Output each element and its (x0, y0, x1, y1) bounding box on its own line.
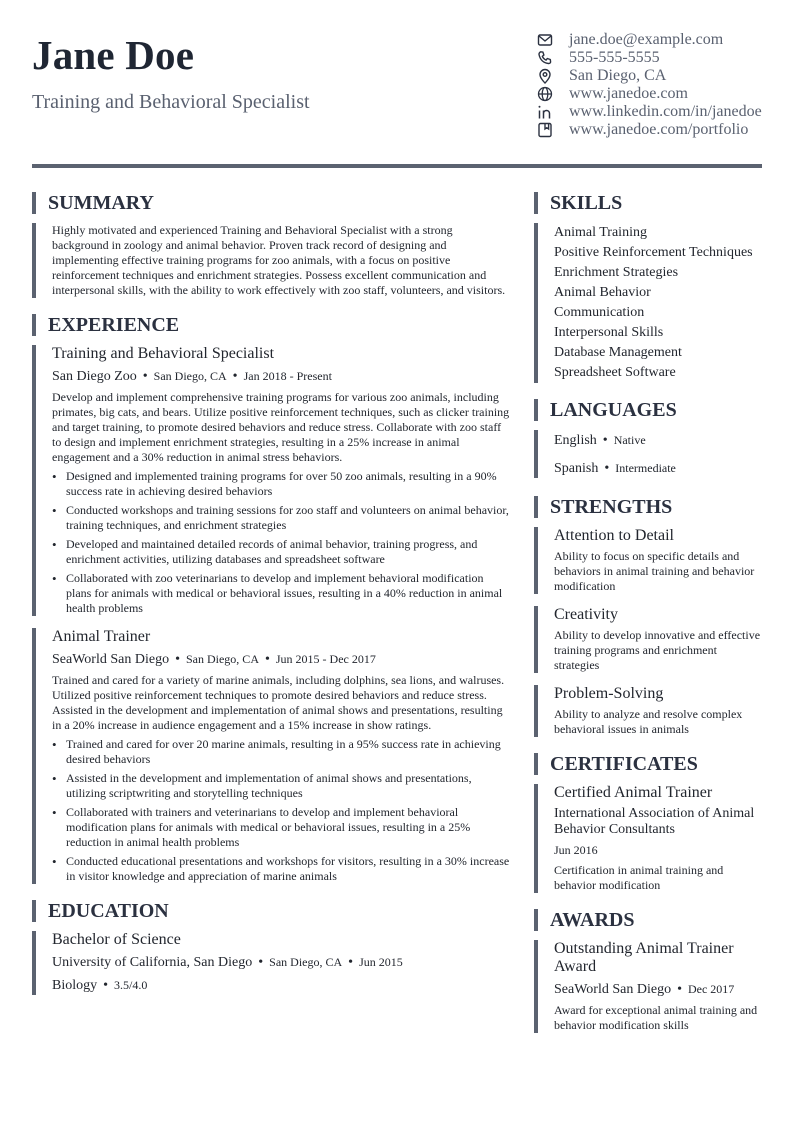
certificate-date: Jun 2016 (554, 843, 598, 857)
language-row: Spanish • Intermediate (554, 461, 676, 476)
section-title-experience: EXPERIENCE (32, 314, 510, 336)
contact-website-text[interactable]: www.janedoe.com (569, 85, 688, 102)
skill-item: Animal Training (554, 225, 647, 240)
contact-location (537, 67, 762, 85)
award-entry (534, 940, 762, 1033)
skill-item: Communication (554, 305, 645, 320)
summary-text: Highly motivated and experienced Training and Behavioral Specialist with a strong background in zoology and animal behavior. Proven track record of designing and implementing effective training programs for zoo animals, with a focus on positive reinforcement techniques and enrichment strategies. Possess excellent communication and interpersonal skills, with the ability to work effectively with zoo staff, volunteers, and visitors. (52, 223, 506, 297)
language-level: Native (613, 433, 646, 447)
job-bullet: • Designed and implemented training programs for over 50 zoo animals, resulting in a 90% success rate in achieving desired behaviors (52, 469, 510, 499)
section-title-skills: SKILLS (534, 192, 762, 214)
section-title-education: EDUCATION (32, 900, 510, 922)
contact-phone[interactable] (537, 49, 762, 67)
right-column (534, 192, 762, 1033)
job-bullet: • Conducted workshops and training sessions for zoo staff and volunteers on animal behavior, training techniques, and enrichment strategies (52, 503, 510, 533)
contact-phone-text[interactable]: 555-555-5555 (569, 49, 660, 66)
linkedin-icon (537, 104, 553, 120)
phone-icon (537, 50, 553, 66)
skill-item: Database Management (554, 345, 682, 360)
experience-entry (32, 628, 510, 884)
contact-linkedin-text[interactable]: www.linkedin.com/in/janedoe (569, 103, 762, 120)
skill-item: Animal Behavior (554, 285, 651, 300)
contact-linkedin[interactable] (537, 103, 762, 121)
job-company: SeaWorld San Diego (52, 652, 170, 667)
header-divider (32, 164, 762, 168)
skill-item: Interpersonal Skills (554, 325, 664, 340)
job-bullet: • Collaborated with zoo veterinarians to develop and implement behavioral modification plans for animals with medical or behavioral issues, resulting in a 40% reduction in animal health problems (52, 571, 510, 616)
resume-header (32, 30, 762, 150)
language-name: Spanish (554, 461, 599, 476)
mail-icon (537, 32, 553, 48)
job-company: San Diego Zoo (52, 369, 137, 384)
certificate-description: Certification in animal training and behavior modification (554, 863, 724, 892)
education-field-row: Biology • 3.5/4.0 (52, 978, 148, 993)
job-title: Training and Behavioral Specialist (52, 345, 275, 362)
summary-block (32, 223, 510, 298)
job-dates: Jan 2018 - Present (243, 369, 332, 383)
job-meta: SeaWorld San Diego • San Diego, CA • Jun 2015 - Dec 2017 (52, 652, 376, 667)
field-of-study: Biology (52, 978, 98, 993)
skill-item: Enrichment Strategies (554, 265, 679, 280)
job-description: Develop and implement comprehensive training programs for various zoo animals, including primates, big cats, and bears. Utilize positive reinforcement techniques, such as clicker training and target training, to promote desired behaviors and reduce stress. Collaborate with zoo staff to design and implement enrichment strategies, resulting in a 25% increase in animal engagement and a 30% reduction in animal stress behaviors. (52, 390, 510, 464)
contact-location-text: San Diego, CA (569, 67, 667, 84)
job-title: Animal Trainer (52, 628, 151, 645)
job-bullet: • Developed and maintained detailed records of animal behavior, training progress, and enrichment activities, utilizing databases and spreadsheet software (52, 537, 510, 567)
experience-entry (32, 345, 510, 616)
contact-email[interactable] (537, 31, 762, 49)
section-title-strengths: STRENGTHS (534, 496, 762, 518)
skills-block (534, 223, 762, 383)
graduation-date: Jun 2015 (359, 955, 403, 969)
language-row: English • Native (554, 433, 646, 448)
job-bullets (52, 737, 510, 884)
strength-item (534, 685, 762, 737)
school-location: San Diego, CA (269, 955, 343, 969)
candidate-name: Jane Doe (32, 32, 195, 78)
job-bullet: • Collaborated with trainers and veterinarians to develop and implement behavioral modification plans for animals with medical or behavioral issues, resulting in a 25% reduction in animal health problems (52, 805, 510, 850)
contact-list (537, 31, 762, 139)
strength-description: Ability to analyze and resolve complex behavioral issues in animals (554, 707, 743, 736)
strength-description: Ability to focus on specific details and behaviors in animal training and behavior modification (554, 549, 755, 593)
language-name: English (554, 433, 597, 448)
award-description: Award for exceptional animal training and behavior modification skills (554, 1003, 758, 1032)
award-issuer: SeaWorld San Diego (554, 982, 672, 997)
skill-item: Positive Reinforcement Techniques (554, 245, 753, 260)
education-meta: University of California, San Diego • San Diego, CA • Jun 2015 (52, 955, 403, 970)
certificate-issuer: International Association of Animal Behavior Consultants (554, 806, 755, 837)
strength-title: Problem-Solving (554, 685, 664, 702)
candidate-title: Training and Behavioral Specialist (32, 91, 310, 113)
certificate-entry (534, 784, 762, 893)
contact-email-text[interactable]: jane.doe@example.com (569, 31, 724, 48)
job-bullets (52, 469, 510, 616)
job-description: Trained and cared for a variety of marine animals, including dolphins, sea lions, and walruses. Utilized positive reinforcement techniques to promote desired behaviors and reduce stress. Assisted in the development and implementation of animal shows and presentations, resulting in a 20% increase in audience engagement and a 15% increase in show ratings. (52, 673, 505, 732)
job-location: San Diego, CA (153, 369, 227, 383)
job-bullet: • Trained and cared for over 20 marine animals, resulting in a 95% success rate in achieving desired behaviors (52, 737, 510, 767)
portfolio-icon (537, 122, 553, 138)
strength-title: Creativity (554, 606, 618, 623)
education-entry (32, 931, 510, 995)
globe-icon (537, 86, 553, 102)
section-title-certificates: CERTIFICATES (534, 753, 762, 775)
job-location: San Diego, CA (185, 652, 259, 666)
contact-portfolio-text[interactable]: www.janedoe.com/portfolio (569, 121, 749, 138)
left-column (32, 192, 510, 995)
strength-description: Ability to develop innovative and effective training programs and enrichment strategies (554, 628, 761, 672)
award-title: Outstanding Animal Trainer Award (554, 940, 734, 975)
languages-block (534, 430, 762, 478)
job-dates: Jun 2015 - Dec 2017 (275, 652, 376, 666)
section-title-summary: SUMMARY (32, 192, 510, 214)
award-meta: SeaWorld San Diego • Dec 2017 (554, 982, 735, 997)
section-title-languages: LANGUAGES (534, 399, 762, 421)
strength-item (534, 606, 762, 673)
strength-title: Attention to Detail (554, 527, 674, 544)
job-bullet: • Conducted educational presentations and workshops for visitors, resulting in a 30% increase in visitor knowledge and appreciation of marine animals (52, 854, 510, 884)
school-name: University of California, San Diego (52, 955, 253, 970)
degree: Bachelor of Science (52, 931, 181, 948)
strength-item (534, 527, 762, 594)
job-bullet: • Assisted in the development and implementation of animal shows and presentations, utilizing scriptwriting and storytelling techniques (52, 771, 510, 801)
skill-item: Spreadsheet Software (554, 365, 676, 380)
section-title-awards: AWARDS (534, 909, 762, 931)
contact-website[interactable] (537, 85, 762, 103)
certificate-title: Certified Animal Trainer (554, 784, 713, 801)
language-level: Intermediate (615, 461, 676, 475)
gpa: 3.5/4.0 (114, 978, 148, 992)
location-icon (537, 68, 553, 84)
job-meta: San Diego Zoo • San Diego, CA • Jan 2018 - Present (52, 369, 332, 384)
award-date: Dec 2017 (687, 982, 735, 996)
contact-portfolio[interactable] (537, 121, 762, 139)
